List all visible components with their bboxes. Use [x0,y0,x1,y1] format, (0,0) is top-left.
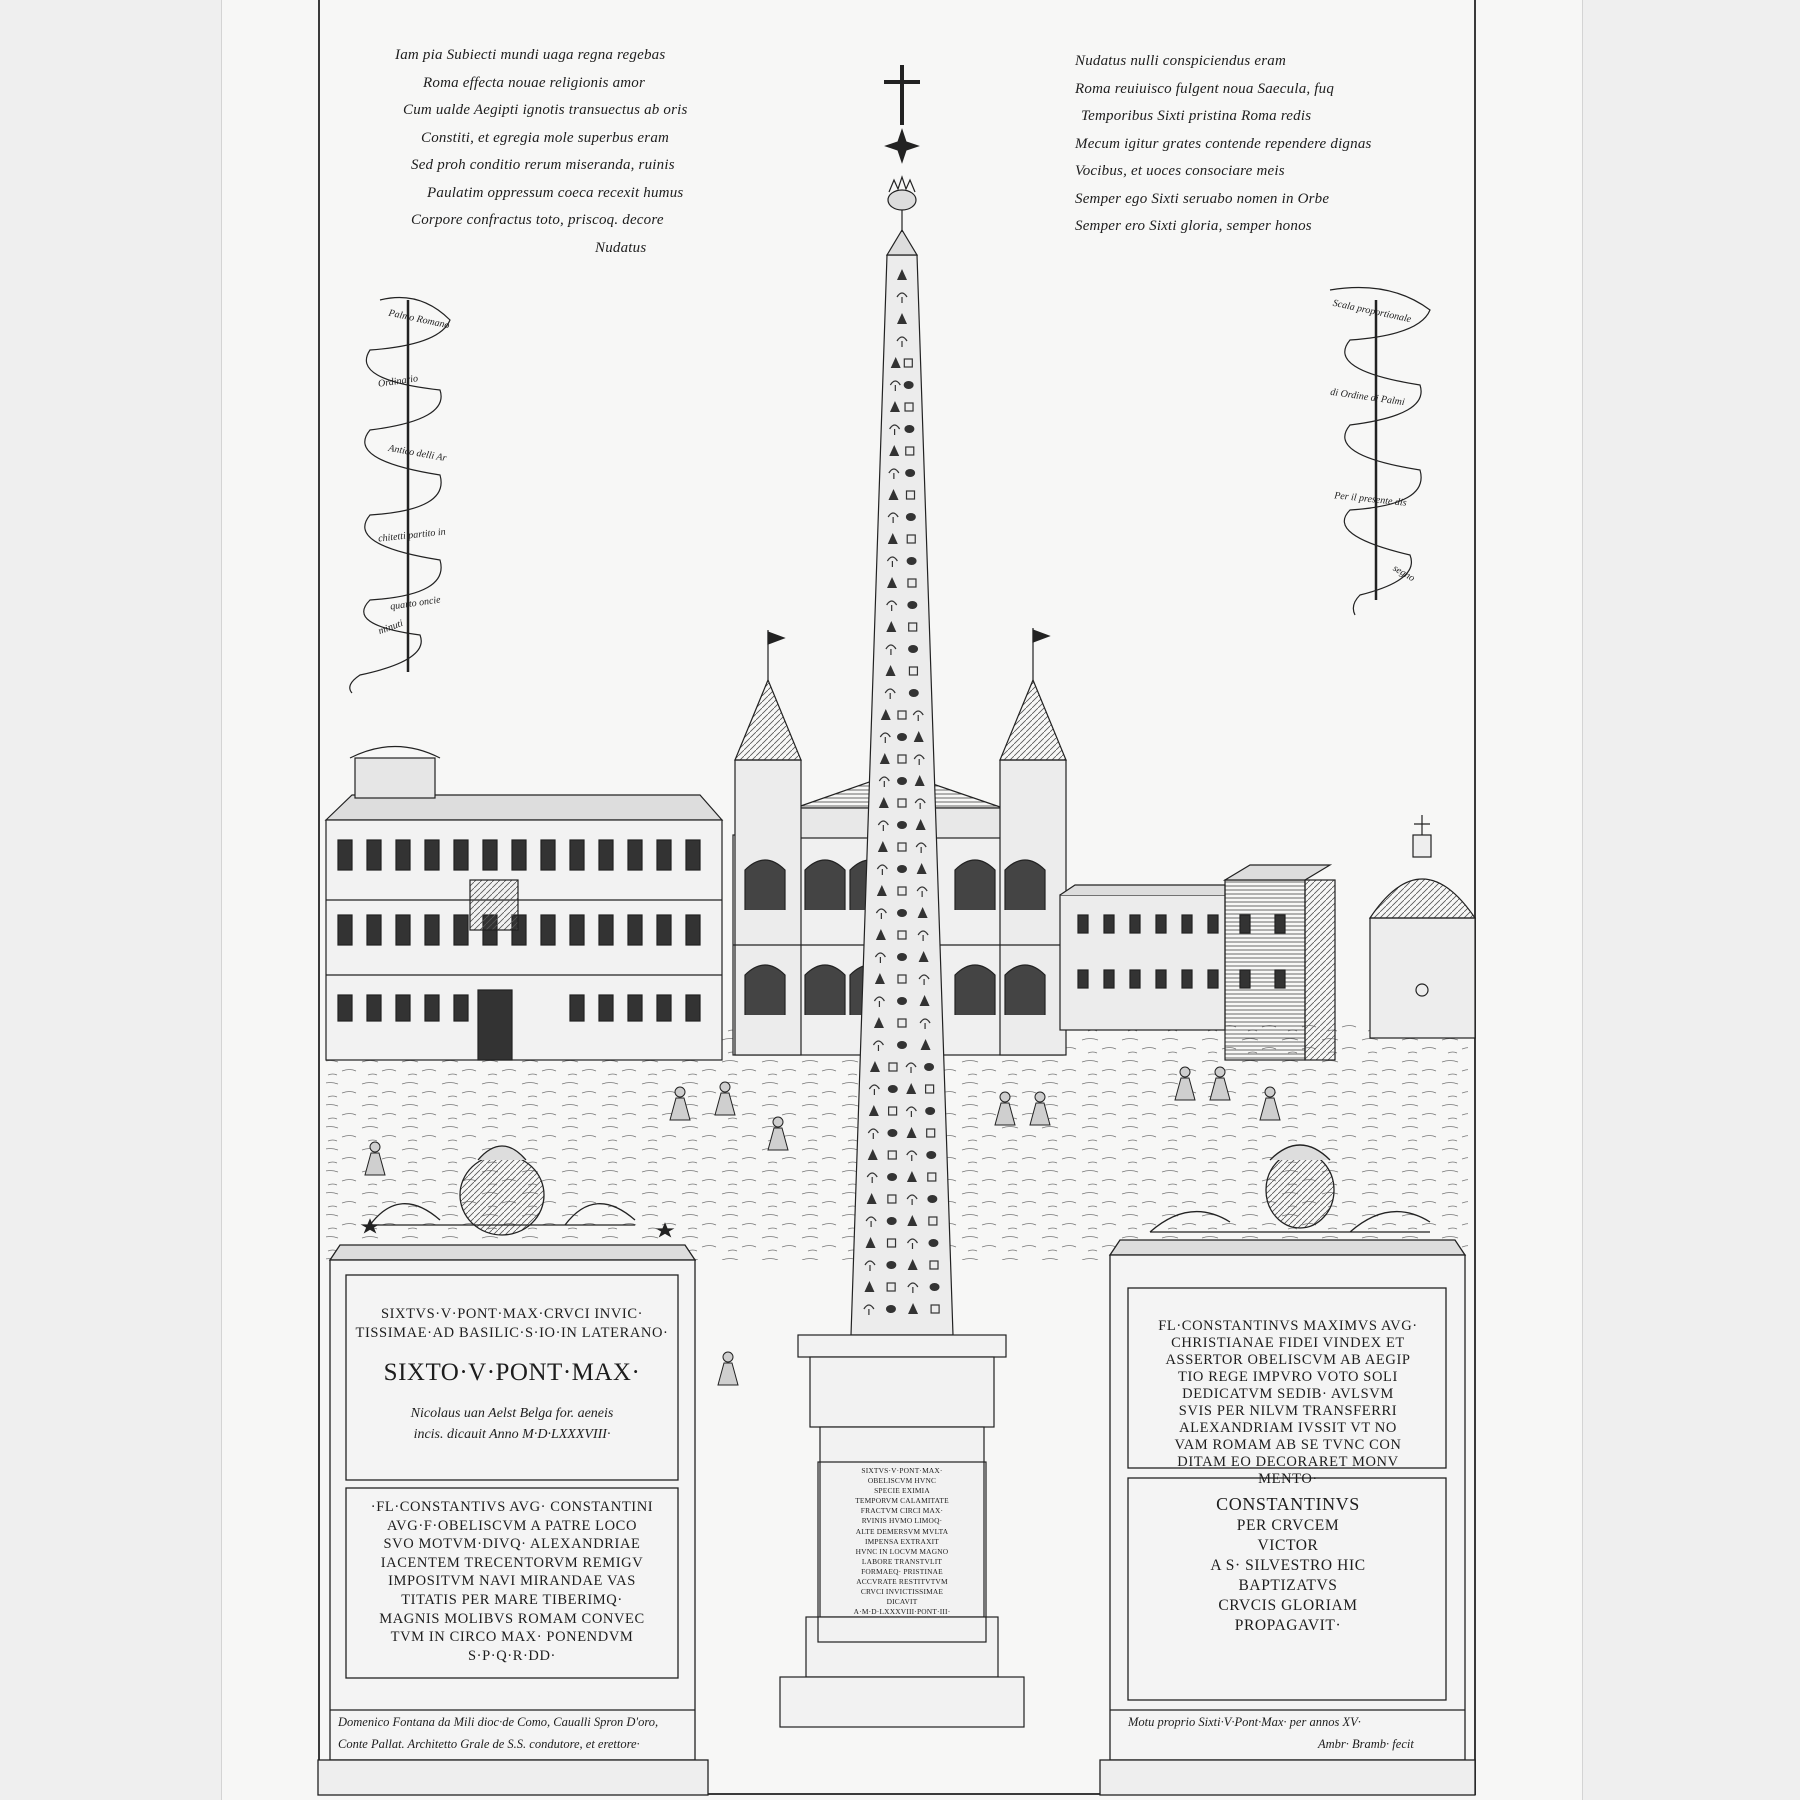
inscription-line: SVIS PER NILVM TRANSFERRI [1178,1403,1398,1419]
inscription-line: A S· SILVESTRO HIC [1210,1557,1366,1574]
inscription-line: AVG·F·OBELISCVM A PATRE LOCO [386,1517,638,1534]
palace-window [628,995,642,1021]
inscription-line: CRVCIS GLORIAM [1218,1597,1358,1614]
inscription-line: CRVCI INVICTISSIMAE [860,1587,944,1597]
scale-label: Scala proportionale [1331,297,1413,326]
palace-window [425,840,439,870]
inscription-line: IMPOSITVM NAVI MIRANDAE VAS [388,1573,636,1590]
palace-window [512,840,526,870]
verse-left [395,42,688,262]
hieroglyph [904,381,914,389]
inscription-line: ALTE DEMERSVM MVLTA [855,1526,949,1536]
verse-right [1075,48,1372,241]
inscription-line: HVNC IN LOCVM MAGNO [855,1546,949,1556]
engraver-signature: Ambr· Bramb· fecit [1318,1737,1414,1751]
hieroglyph [897,733,907,741]
inscription-line: SIXTVS·V·PONT·MAX· [861,1466,943,1475]
palace-window [454,840,468,870]
right-panel-upper [1133,1318,1443,1488]
hieroglyph [887,1129,897,1137]
palace-window [599,915,613,945]
verse-line: Vocibus, et uoces consociare meis [1075,163,1285,179]
verse-line: Roma reuiuisco fulgent noua Saecula, fuq [1075,80,1335,97]
inscription-line: OBELISCVM HVNC [867,1476,937,1486]
palace-window [570,995,584,1021]
hieroglyph [887,1173,897,1181]
architect-credit: Conte Pallat. Architetto Grale de S.S. condutore, et erettore· [338,1737,640,1751]
building-window [1104,970,1114,988]
palace-window [396,995,410,1021]
verse-line: Paulatim oppressum coeca recexit humus [427,184,684,201]
palace-window [541,915,555,945]
verse-line: Cum ualde Aegipti ignotis transuectus ab oris [403,102,688,118]
palace-window [454,995,468,1021]
inscription-line: TVM IN CIRCO MAX· PONENDVM [390,1629,634,1646]
inscription-line: VAM ROMAM AB SE TVNC CON [1174,1437,1402,1453]
building-window [1130,915,1140,933]
scale-label: di Ordine di Palmi [1329,386,1406,409]
inscription-line: IMPENSA EXTRAXIT [864,1536,940,1546]
inscription-line: ·FL·CONSTANTIVS AVG· CONSTANTINI [370,1499,654,1515]
hieroglyph [905,469,915,477]
pedestal-inscription [820,1466,984,1617]
basilica-arch [1005,965,1045,1015]
hieroglyph [897,1041,907,1049]
palace-window [570,915,584,945]
palace-window [483,840,497,870]
left-scale-scroll [350,298,450,694]
verse-line: Mecum igitur grates contende rependere dignas [1075,135,1372,152]
palace-window [367,840,381,870]
inscription-line: TEMPORVM CALAMITATE [855,1496,949,1506]
verse-line: Nudatus nulli conspiciendus eram [1075,53,1286,69]
hieroglyph [886,1261,896,1269]
hieroglyph [924,1063,934,1071]
building-window [1156,915,1166,933]
verse-line: Temporibus Sixti pristina Roma redis [1081,108,1312,124]
building-window [1240,915,1250,933]
inscription-line: SVO MOTVM·DIVQ· ALEXANDRIAE [383,1536,641,1553]
hieroglyph [888,1085,898,1093]
inscription-line: MAGNIS MOLIBVS ROMAM CONVEC [379,1610,645,1627]
hieroglyph [904,425,914,433]
inscription-line: RVINIS HVMO LIMOQ· [861,1516,943,1526]
hieroglyph [907,557,917,565]
palace-window [599,995,613,1021]
inscription-line: MENTO· [1258,1471,1318,1487]
hieroglyph [906,513,916,521]
inscription-line: TISSIMAE·AD BASILIC·S·IO·IN LATERANO· [355,1325,669,1341]
hieroglyph [927,1195,937,1203]
palace-window [599,840,613,870]
building-window [1156,970,1166,988]
inscription-line: LABORE TRANSTVLIT [861,1556,943,1566]
hieroglyph [907,601,917,609]
basilica-arch [1005,860,1045,910]
hieroglyph [926,1151,936,1159]
palace-window [686,915,700,945]
inscription-line: DITAM EO DECORARET MONV [1177,1454,1399,1470]
basilica-arch [805,860,845,910]
verse-line: Constiti, et egregia mole superbus eram [421,129,670,146]
palace-window [570,840,584,870]
hieroglyph [897,865,907,873]
verse-line: Nudatus [595,239,647,256]
building-window [1130,970,1140,988]
figure [718,1352,738,1385]
baptistery-dome [1370,815,1475,1038]
verse-line: Corpore confractus toto, priscoq. decore [411,212,664,228]
inscription-line: VICTOR [1257,1537,1319,1554]
motu-proprio-line: Motu proprio Sixti·V·Pont·Max· per annos XV· [1128,1715,1361,1729]
hieroglyph [897,821,907,829]
building-window [1078,970,1088,988]
hieroglyph [930,1283,940,1291]
basilica-arch [745,860,785,910]
hieroglyph [897,909,907,917]
verse-line: Roma effecta nouae religionis amor [423,74,646,91]
palace-window [367,995,381,1021]
hieroglyph [928,1239,938,1247]
hieroglyph [925,1107,935,1115]
left-panel-upper [352,1305,672,1445]
palace-window [396,840,410,870]
basilica-arch [955,860,995,910]
hieroglyph [897,777,907,785]
hieroglyph [909,689,919,697]
scale-label: Per il presente dis [1333,490,1408,509]
scale-label: Antico delli Ar [387,442,448,465]
verse-line: Semper ego Sixti seruabo nomen in Orbe [1075,190,1330,207]
inscription-line: ACCVRATE RESTITVTVM [856,1577,948,1587]
inscription-line: DICAVIT [886,1597,918,1607]
palace-window [657,840,671,870]
building-window [1104,915,1114,933]
obelisk [851,65,953,1335]
hieroglyph [897,953,907,961]
building-window [1208,970,1218,988]
inscription-line: FRACTVM CIRCI MAX· [860,1506,944,1516]
palace-window [396,915,410,945]
palace-window [338,840,352,870]
inscription-line: TITATIS PER MARE TIBERIMQ· [401,1591,623,1608]
right-scale-scroll [1330,288,1430,616]
building-window [1182,970,1192,988]
palace-window [657,995,671,1021]
hieroglyph [887,1217,897,1225]
palace-window [425,995,439,1021]
inscription-line: FORMAEQ· PRISTINAE [861,1566,943,1576]
building-window [1275,970,1285,988]
scale-label: segno [1390,562,1417,585]
inscription-line: PER CRVCEM [1236,1517,1340,1534]
engraver-credit: incis. dicauit Anno M·D·LXXXVIII· [413,1427,611,1442]
palace-window [367,915,381,945]
inscription-line: BAPTIZATVS [1238,1577,1338,1594]
inscription-line: ALEXANDRIAM IVSSIT VT NO [1179,1420,1397,1436]
architect-credit: Domenico Fontana da Mili dioc·de Como, Caualli Spron D'oro, [338,1715,659,1729]
inscription-line: TIO REGE IMPVRO VOTO SOLI [1178,1369,1398,1385]
inscription-line: A·M·D·LXXXVIII·PONT·III· [853,1607,951,1617]
right-panel-lower [1133,1492,1443,1636]
building-window [1182,915,1192,933]
basilica-arch [805,965,845,1015]
building-window [1275,915,1285,933]
star-ornament [886,130,918,162]
hieroglyph [908,645,918,653]
verse-line: Iam pia Subiecti mundi uaga regna regebas [395,47,666,63]
building-window [1240,970,1250,988]
scale-label: quarto oncie [389,594,442,613]
inscription-line: PROPAGAVIT· [1234,1617,1342,1634]
building-window [1208,915,1218,933]
palace-window [338,995,352,1021]
palace-window [657,915,671,945]
left-panel-lower [352,1498,672,1665]
scale-label: Palmo Romano [387,307,451,332]
inscription-line: ASSERTOR OBELISCVM AB AEGIP [1165,1352,1411,1368]
palace-window [454,915,468,945]
palace-window [338,915,352,945]
inscription-title: SIXTO·V·PONT·MAX· [383,1359,641,1386]
inscription-line: SIXTVS·V·PONT·MAX·CRVCI INVIC· [380,1306,644,1322]
lateran-palace [326,747,722,1061]
verse-line: Semper ero Sixti gloria, semper honos [1075,218,1312,234]
basilica-arch [745,965,785,1015]
inscription-line: S·P·Q·R·DD· [468,1647,556,1664]
hieroglyph [897,997,907,1005]
inscription-line: FL·CONSTANTINVS MAXIMVS AVG· [1158,1318,1418,1334]
inscription-line: IACENTEM TRECENTORVM REMIGV [380,1554,644,1571]
inscription-line: DEDICATVM SEDIB· AVLSVM [1182,1386,1394,1402]
inscription-line: SPECIE EXIMIA [874,1486,930,1496]
inscription-line: CHRISTIANAE FIDEI VINDEX ET [1171,1335,1405,1351]
palace-window [628,915,642,945]
basilica-arch [955,965,995,1015]
scale-label: Ordinario [377,373,419,390]
palace-window [541,840,555,870]
building-window [1078,915,1088,933]
engraver-credit: Nicolaus uan Aelst Belga for. aeneis [410,1406,614,1421]
scale-label: chitetti partito in [377,526,447,545]
palace-window [425,915,439,945]
palace-window [686,840,700,870]
palace-window [686,995,700,1021]
hieroglyph [886,1305,896,1313]
palace-window [628,840,642,870]
inscription-line: CONSTANTINVS [1216,1494,1360,1514]
scale-label: minuti [376,617,405,638]
verse-line: Sed proh conditio rerum miseranda, ruinis [411,157,675,173]
